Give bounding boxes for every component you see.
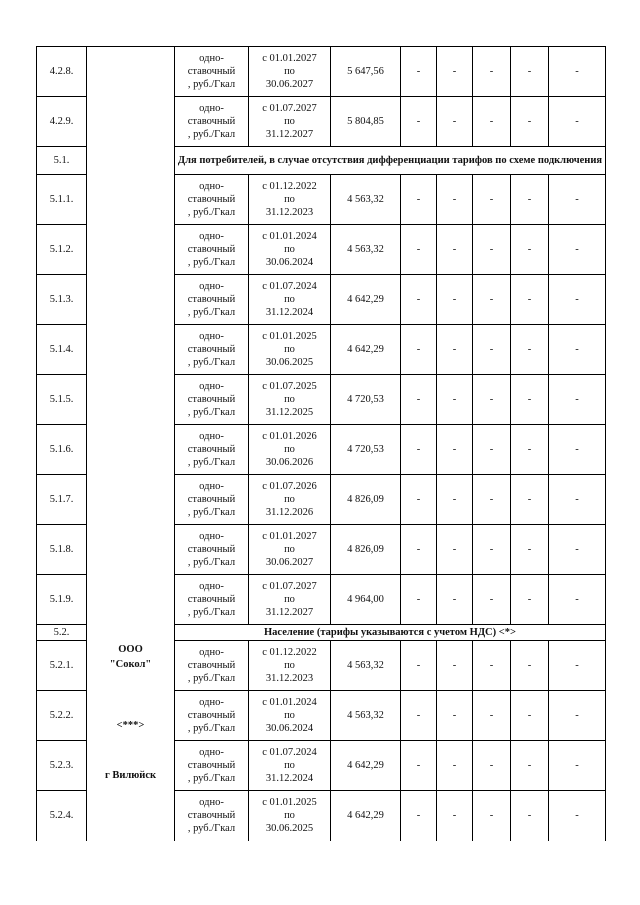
row-number: 5.1.6. <box>37 425 87 475</box>
dash-cell: - <box>549 97 606 147</box>
row-number: 5.1.7. <box>37 475 87 525</box>
dash-cell: - <box>473 525 511 575</box>
tariff-type: одно- ставочный , руб./Гкал <box>175 97 249 147</box>
section-title: Для потребителей, в случае отсутствия дифференциации тарифов по схеме подключения <box>175 147 606 175</box>
dash-cell: - <box>511 475 549 525</box>
tariff-value: 4 826,09 <box>331 475 401 525</box>
row-number: 5.2.3. <box>37 741 87 791</box>
dash-cell: - <box>511 575 549 625</box>
dash-cell: - <box>549 275 606 325</box>
dash-cell: - <box>511 47 549 97</box>
organization-cell <box>87 47 175 841</box>
dash-cell: - <box>473 425 511 475</box>
dash-cell: - <box>511 741 549 791</box>
tariff-period: с 01.07.2025 по 31.12.2025 <box>249 375 331 425</box>
dash-cell: - <box>437 641 473 691</box>
tariff-type: одно- ставочный , руб./Гкал <box>175 325 249 375</box>
tariff-value: 4 720,53 <box>331 425 401 475</box>
row-number: 5.1.8. <box>37 525 87 575</box>
dash-cell: - <box>549 475 606 525</box>
row-number: 5.1.1. <box>37 175 87 225</box>
spacer <box>87 105 174 642</box>
dash-cell: - <box>549 575 606 625</box>
table-body <box>37 47 606 841</box>
dash-cell: - <box>549 175 606 225</box>
tariff-value: 5 647,56 <box>331 47 401 97</box>
dash-cell: - <box>401 425 437 475</box>
dash-cell: - <box>437 225 473 275</box>
row-number: 5.1.9. <box>37 575 87 625</box>
row-number: 5.2.4. <box>37 791 87 841</box>
dash-cell: - <box>473 175 511 225</box>
tariff-type: одно- ставочный , руб./Гкал <box>175 47 249 97</box>
tariff-period: с 01.01.2025 по 30.06.2025 <box>249 791 331 841</box>
dash-cell: - <box>437 475 473 525</box>
dash-cell: - <box>437 97 473 147</box>
dash-cell: - <box>401 225 437 275</box>
dash-cell: - <box>549 791 606 841</box>
tariff-period: с 01.07.2027 по 31.12.2027 <box>249 97 331 147</box>
tariff-value: 4 642,29 <box>331 275 401 325</box>
dash-cell: - <box>511 225 549 275</box>
row-number: 5.2.2. <box>37 691 87 741</box>
tariff-value: 4 563,32 <box>331 175 401 225</box>
dash-cell: - <box>549 425 606 475</box>
tariff-period: с 01.01.2024 по 30.06.2024 <box>249 225 331 275</box>
tariff-table <box>36 46 606 841</box>
section-number: 5.1. <box>37 147 87 175</box>
spacer <box>87 733 174 768</box>
dash-cell: - <box>511 175 549 225</box>
dash-cell: - <box>511 97 549 147</box>
dash-cell: - <box>549 525 606 575</box>
tariff-period: с 01.07.2026 по 31.12.2026 <box>249 475 331 525</box>
dash-cell: - <box>549 47 606 97</box>
tariff-period: с 01.07.2024 по 31.12.2024 <box>249 275 331 325</box>
tariff-type: одно- ставочный , руб./Гкал <box>175 741 249 791</box>
dash-cell: - <box>437 375 473 425</box>
tariff-type: одно- ставочный , руб./Гкал <box>175 275 249 325</box>
tariff-period: с 01.01.2027 по 30.06.2027 <box>249 47 331 97</box>
dash-cell: - <box>473 325 511 375</box>
row-number: 5.1.2. <box>37 225 87 275</box>
dash-cell: - <box>511 375 549 425</box>
tariff-type: одно- ставочный , руб./Гкал <box>175 525 249 575</box>
tariff-period: с 01.01.2025 по 30.06.2025 <box>249 325 331 375</box>
dash-cell: - <box>473 791 511 841</box>
dash-cell: - <box>473 575 511 625</box>
dash-cell: - <box>437 525 473 575</box>
dash-cell: - <box>437 575 473 625</box>
dash-cell: - <box>437 791 473 841</box>
dash-cell: - <box>473 691 511 741</box>
organization-note: <***> <box>116 719 145 731</box>
dash-cell: - <box>473 641 511 691</box>
organization-city: г Вилюйск <box>104 769 157 781</box>
dash-cell: - <box>473 475 511 525</box>
row-number: 5.1.3. <box>37 275 87 325</box>
tariff-period: с 01.12.2022 по 31.12.2023 <box>249 641 331 691</box>
tariff-value: 4 826,09 <box>331 525 401 575</box>
section-number: 5.2. <box>37 625 87 641</box>
dash-cell: - <box>511 641 549 691</box>
dash-cell: - <box>401 791 437 841</box>
section-title: Население (тарифы указываются с учетом НДС) <*> <box>175 625 606 641</box>
dash-cell: - <box>549 691 606 741</box>
table-row <box>37 47 606 97</box>
dash-cell: - <box>549 741 606 791</box>
dash-cell: - <box>401 691 437 741</box>
tariff-type: одно- ставочный , руб./Гкал <box>175 791 249 841</box>
tariff-value: 5 804,85 <box>331 97 401 147</box>
tariff-type: одно- ставочный , руб./Гкал <box>175 375 249 425</box>
tariff-type: одно- ставочный , руб./Гкал <box>175 175 249 225</box>
tariff-period: с 01.01.2027 по 30.06.2027 <box>249 525 331 575</box>
row-number: 4.2.8. <box>37 47 87 97</box>
dash-cell: - <box>473 225 511 275</box>
dash-cell: - <box>437 425 473 475</box>
dash-cell: - <box>511 691 549 741</box>
row-number: 4.2.9. <box>37 97 87 147</box>
row-number: 5.1.5. <box>37 375 87 425</box>
tariff-value: 4 720,53 <box>331 375 401 425</box>
dash-cell: - <box>401 641 437 691</box>
tariff-type: одно- ставочный , руб./Гкал <box>175 225 249 275</box>
dash-cell: - <box>401 475 437 525</box>
dash-cell: - <box>511 325 549 375</box>
organization-name: ООО "Сокол" <box>109 643 152 670</box>
dash-cell: - <box>511 791 549 841</box>
dash-cell: - <box>473 97 511 147</box>
dash-cell: - <box>473 741 511 791</box>
dash-cell: - <box>437 325 473 375</box>
tariff-value: 4 642,29 <box>331 741 401 791</box>
dash-cell: - <box>473 275 511 325</box>
dash-cell: - <box>473 47 511 97</box>
dash-cell: - <box>401 375 437 425</box>
tariff-period: с 01.12.2022 по 31.12.2023 <box>249 175 331 225</box>
dash-cell: - <box>437 175 473 225</box>
tariff-period: с 01.01.2026 по 30.06.2026 <box>249 425 331 475</box>
dash-cell: - <box>401 575 437 625</box>
dash-cell: - <box>549 225 606 275</box>
tariff-type: одно- ставочный , руб./Гкал <box>175 691 249 741</box>
tariff-value: 4 563,32 <box>331 641 401 691</box>
dash-cell: - <box>549 325 606 375</box>
tariff-type: одно- ставочный , руб./Гкал <box>175 641 249 691</box>
tariff-value: 4 563,32 <box>331 691 401 741</box>
row-number: 5.1.4. <box>37 325 87 375</box>
dash-cell: - <box>401 97 437 147</box>
tariff-type: одно- ставочный , руб./Гкал <box>175 475 249 525</box>
tariff-period: с 01.01.2024 по 30.06.2024 <box>249 691 331 741</box>
dash-cell: - <box>511 525 549 575</box>
spacer <box>87 672 174 718</box>
dash-cell: - <box>511 275 549 325</box>
tariff-type: одно- ставочный , руб./Гкал <box>175 575 249 625</box>
row-number: 5.2.1. <box>37 641 87 691</box>
dash-cell: - <box>549 641 606 691</box>
tariff-type: одно- ставочный , руб./Гкал <box>175 425 249 475</box>
tariff-period: с 01.07.2027 по 31.12.2027 <box>249 575 331 625</box>
dash-cell: - <box>401 525 437 575</box>
dash-cell: - <box>437 691 473 741</box>
tariff-period: с 01.07.2024 по 31.12.2024 <box>249 741 331 791</box>
dash-cell: - <box>401 175 437 225</box>
dash-cell: - <box>437 47 473 97</box>
dash-cell: - <box>549 375 606 425</box>
dash-cell: - <box>401 741 437 791</box>
tariff-value: 4 642,29 <box>331 325 401 375</box>
dash-cell: - <box>437 275 473 325</box>
dash-cell: - <box>401 47 437 97</box>
tariff-value: 4 563,32 <box>331 225 401 275</box>
dash-cell: - <box>473 375 511 425</box>
dash-cell: - <box>401 275 437 325</box>
dash-cell: - <box>511 425 549 475</box>
dash-cell: - <box>401 325 437 375</box>
tariff-value: 4 642,29 <box>331 791 401 841</box>
dash-cell: - <box>437 741 473 791</box>
tariff-value: 4 964,00 <box>331 575 401 625</box>
